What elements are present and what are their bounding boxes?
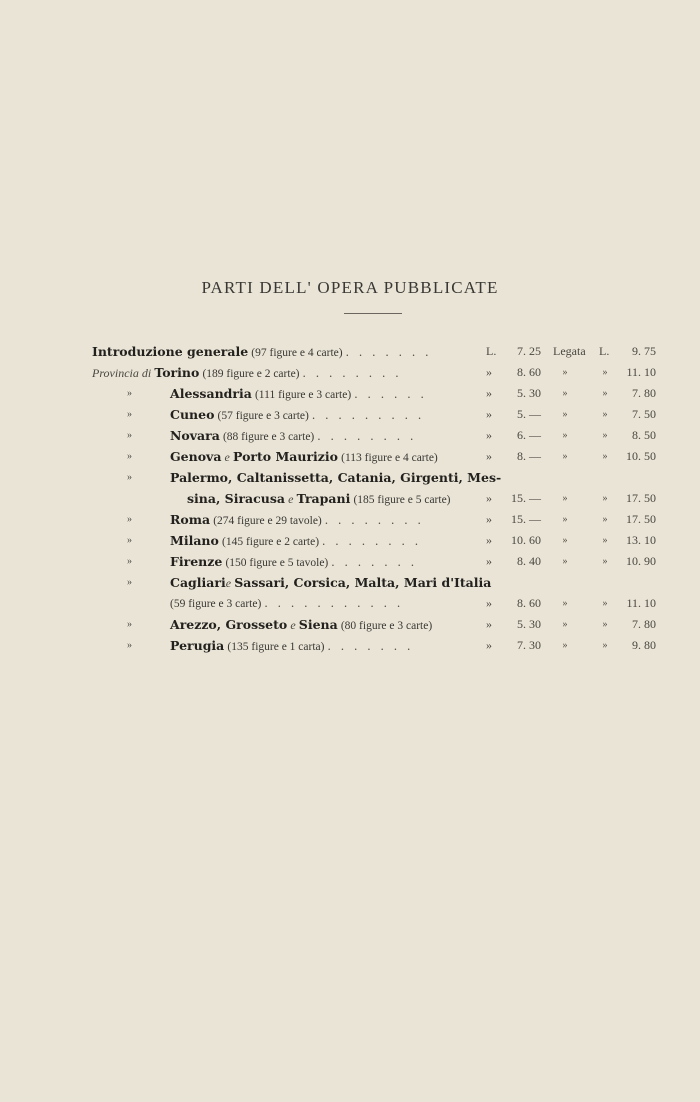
leader-dots: . . . . . . . . . (311, 408, 425, 422)
conjunction: e (288, 492, 294, 506)
price: 15. — (511, 491, 541, 505)
ditto-mark: » (127, 577, 132, 588)
entry-name: Milano (170, 533, 219, 548)
list-item (0, 572, 700, 614)
ditto-mark: » (602, 640, 608, 651)
ditto-mark: » (127, 409, 132, 420)
price: 8. 60 (517, 365, 541, 379)
bound-price: 10. 50 (626, 449, 656, 463)
ditto-mark: » (562, 514, 568, 525)
entry-detail: (150 figure e 5 tavole) (225, 557, 329, 569)
leader-dots: . . . . . . . . (324, 513, 425, 527)
bound-price: 11. 10 (626, 596, 656, 610)
ditto-mark: » (486, 491, 492, 505)
ditto-mark: » (602, 388, 608, 399)
entry-detail: (57 figure e 3 carte) (217, 410, 309, 422)
entry-name: Torino (154, 365, 200, 380)
ditto-mark: » (562, 388, 568, 399)
bound-price: 9. 75 (632, 344, 656, 358)
ditto-mark: » (486, 365, 492, 379)
conjunction: e (225, 576, 232, 590)
bound-price: 7. 80 (632, 386, 656, 400)
list-item (0, 530, 700, 551)
leader-dots: . . . . . . . (345, 345, 432, 359)
ditto-mark: » (127, 430, 132, 441)
ditto-mark: » (602, 598, 608, 609)
list-item (0, 467, 700, 509)
bound-price: 9. 80 (632, 638, 656, 652)
price: 5. 30 (517, 386, 541, 400)
entry-detail: (80 figure e 3 carte) (340, 620, 433, 632)
ditto-mark: » (562, 493, 568, 504)
ditto-mark: » (602, 367, 608, 378)
ditto-mark: » (602, 619, 608, 630)
price: 7. 30 (517, 638, 541, 652)
entry-name: Perugia (170, 638, 225, 653)
leader-dots: . . . . . . . (331, 555, 418, 569)
entry-name: Palermo, Caltanissetta, Catania, Girgenti, Mes- (170, 470, 502, 485)
ditto-mark: » (602, 430, 608, 441)
list-item (0, 404, 700, 425)
price: 8. — (517, 449, 541, 463)
leader-dots: . . . . . . . . . . . (264, 596, 404, 610)
ditto-mark: » (562, 619, 568, 630)
bound-currency: L. (599, 344, 610, 358)
ditto-mark: » (486, 386, 492, 400)
entry-name-continued: sina, Siracusa (187, 491, 285, 506)
list-item (0, 635, 700, 656)
entry-detail: (185 figure e 5 carte) (353, 494, 451, 506)
entry-name: Cuneo (170, 407, 215, 422)
ditto-mark: » (486, 617, 492, 631)
list-item (0, 383, 700, 404)
ditto-mark: » (127, 472, 132, 483)
list-item (0, 509, 700, 530)
entry-name: Genova (170, 449, 222, 464)
price: 5. 30 (517, 617, 541, 631)
leader-dots: . . . . . . . (327, 639, 414, 653)
conjunction: e (224, 450, 230, 464)
ditto-mark: » (486, 407, 492, 421)
list-item (0, 341, 700, 362)
ditto-mark: » (562, 535, 568, 546)
leader-dots: . . . . . . . . (322, 534, 422, 548)
ditto-mark: » (562, 367, 568, 378)
entry-name-second: Siena (298, 617, 338, 632)
bound-price: 13. 10 (626, 533, 656, 547)
entry-name-second: Sassari, Corsica, Malta, Mari d'Italia (234, 575, 492, 590)
entry-detail: (59 figure e 3 carte) (170, 598, 262, 610)
ditto-mark: » (486, 554, 492, 568)
ditto-mark: » (486, 428, 492, 442)
price: 10. 60 (511, 533, 541, 547)
entry-detail: (113 figure e 4 carte) (341, 452, 438, 464)
ditto-mark: » (602, 409, 608, 420)
ditto-mark: » (562, 640, 568, 651)
ditto-mark: » (486, 638, 492, 652)
ditto-mark: » (127, 451, 132, 462)
entry-detail: (145 figure e 2 carte) (221, 536, 320, 548)
entry-detail: (111 figure e 3 carte) (254, 389, 352, 401)
entry-name: Arezzo, Grosseto (170, 617, 288, 632)
ditto-mark: » (127, 535, 132, 546)
entry-detail: (88 figure e 3 carte) (222, 431, 315, 443)
price: 8. 40 (517, 554, 541, 568)
bound-price: 17. 50 (626, 491, 656, 505)
entry-name-second: Trapani (296, 491, 351, 506)
ditto-mark: » (602, 514, 608, 525)
ditto-mark: » (602, 535, 608, 546)
entry-name: Roma (170, 512, 211, 527)
bound-price: 7. 80 (632, 617, 656, 631)
ditto-mark: » (562, 430, 568, 441)
page-title: PARTI DELL' OPERA PUBBLICATE (201, 278, 499, 297)
ditto-mark: » (486, 512, 492, 526)
entry-name: Alessandria (170, 386, 252, 401)
conjunction: e (290, 618, 296, 632)
price: 5. — (517, 407, 541, 421)
leader-dots: . . . . . . . . (302, 366, 402, 380)
list-item (0, 362, 700, 383)
entry-name-second: Porto Maurizio (233, 449, 338, 464)
ditto-mark: » (562, 556, 568, 567)
entry-name: Cagliari (170, 575, 226, 590)
entry-detail: (274 figure e 29 tavole) (213, 515, 322, 527)
ditto-mark: » (602, 556, 608, 567)
price: 15. — (511, 512, 541, 526)
entry-detail: (189 figure e 2 carte) (202, 368, 300, 380)
list-item (0, 446, 700, 467)
ditto-mark: » (127, 556, 132, 567)
ditto-mark: » (602, 493, 608, 504)
ditto-mark: » (562, 598, 568, 609)
leader-dots: . . . . . . (354, 387, 428, 401)
ditto-mark: » (127, 388, 132, 399)
entry-detail: (135 figure e 1 carta) (227, 641, 325, 653)
bound-price: 8. 50 (632, 428, 656, 442)
price-currency: L. (486, 344, 497, 358)
entry-name: Introduzione generale (92, 344, 249, 359)
list-item (0, 614, 700, 635)
ditto-mark: » (127, 640, 132, 651)
bound-price: 17. 50 (626, 512, 656, 526)
bound-price: 11. 10 (626, 365, 656, 379)
ditto-mark: » (486, 449, 492, 463)
list-item (0, 551, 700, 572)
ditto-mark: » (127, 514, 132, 525)
price: 8. 60 (517, 596, 541, 610)
entry-detail: (97 figure e 4 carte) (251, 347, 343, 359)
bound-price: 7. 50 (632, 407, 656, 421)
ditto-mark: » (486, 596, 492, 610)
list-item (0, 425, 700, 446)
province-prefix: Provincia di (92, 366, 152, 380)
entry-name: Firenze (170, 554, 223, 569)
entry-name: Novara (170, 428, 220, 443)
ditto-mark: » (562, 409, 568, 420)
bound-price: 10. 90 (626, 554, 656, 568)
ditto-mark: » (602, 451, 608, 462)
ditto-mark: » (127, 619, 132, 630)
ditto-mark: » (486, 533, 492, 547)
price: 6. — (517, 428, 541, 442)
leader-dots: . . . . . . . . (317, 429, 417, 443)
price-list (0, 341, 700, 656)
price: 7. 25 (517, 344, 541, 358)
title-divider (344, 313, 402, 314)
bound-label: Legata (553, 344, 586, 358)
ditto-mark: » (562, 451, 568, 462)
